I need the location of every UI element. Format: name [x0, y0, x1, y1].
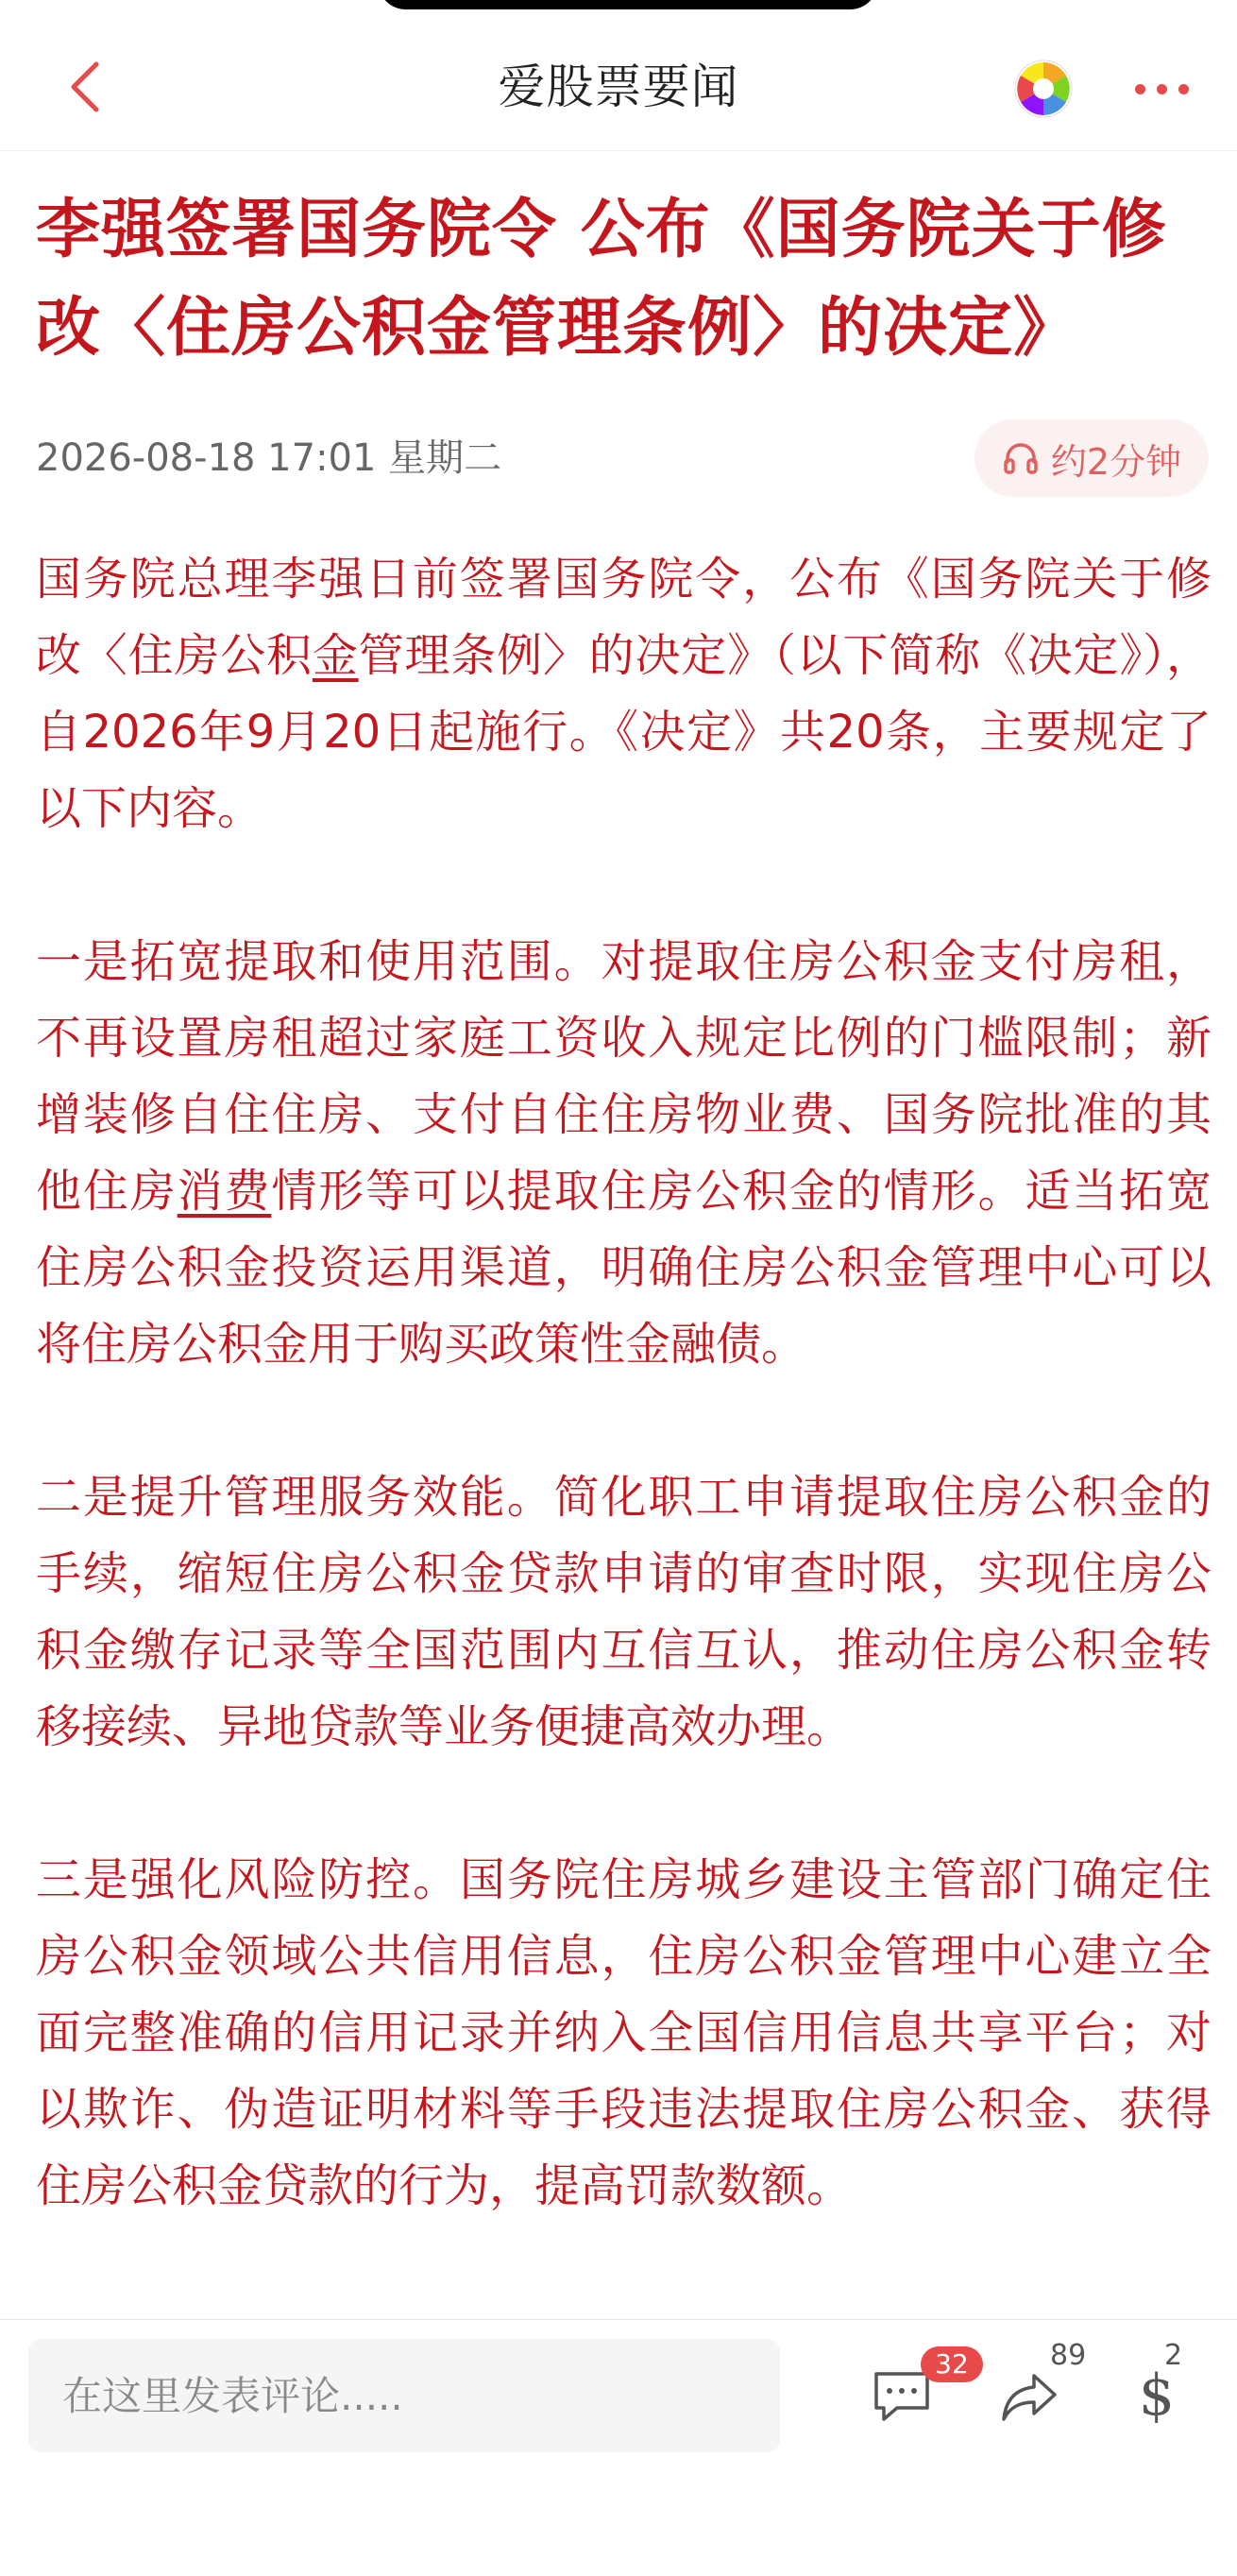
share-count: 89 — [1050, 2339, 1087, 2372]
paragraph: 二是提升管理服务效能。简化职工申请提取住房公积金的手续，缩短住房公积金贷款申请的审查时限，实现住房公积金缴存记录等全国范围内互信互认，推动住房公积金转移接续、异地贷款等业务便捷高效办理。 — [36, 1471, 1212, 1753]
listen-audio-button[interactable] — [974, 419, 1209, 497]
dollar-icon: $ — [1138, 2363, 1176, 2429]
comment-count-badge: 32 — [921, 2346, 983, 2382]
comment-input[interactable] — [28, 2339, 780, 2452]
aperture-app-icon[interactable] — [1013, 59, 1074, 119]
tip-count: 2 — [1164, 2339, 1183, 2372]
share-button[interactable] — [996, 2363, 1062, 2429]
paragraph: 三是强化风险防控。国务院住房城乡建设主管部门确定住房公积金领域公共信用信息，住房公积金管理中心建立全面完整准确的信用记录并纳入全国信用信息共享平台；对以欺诈、伪造证明材料等手段违法提取住房公积金、获得住房公积金贷款的行为，提高罚款数额。 — [36, 1853, 1212, 2212]
more-options-button[interactable] — [1124, 60, 1199, 117]
article-date: 2026-08-18 17:01 星期二 — [36, 436, 502, 480]
more-dot-icon — [1135, 84, 1145, 94]
bottom-action-bar — [0, 2319, 1237, 2576]
stock-link[interactable]: 金 — [312, 629, 359, 682]
article-title: 李强签署国务院令 公布《国务院关于修改〈住房公积金管理条例〉的决定》 — [36, 193, 1167, 366]
page-title: 爱股票要闻 — [498, 60, 739, 114]
more-dot-icon — [1157, 84, 1167, 94]
headphones-icon — [1002, 439, 1040, 477]
paragraph: 国务院总理李强日前签署国务院令，公布《国务院关于修改〈住房公积金管理条例〉的决定》（以下简称《决定》），自2026年9月20日起施行。《决定》共20条，主要规定了以下内容。 — [36, 553, 1212, 835]
paragraph: 一是拓宽提取和使用范围。对提取住房公积金支付房租，不再设置房租超过家庭工资收入规定比例的门槛限制；新增装修自住住房、支付自住住房物业费、国务院批准的其他住房消费情形等可以提取住房公积金的情形。适当拓宽住房公积金投资运用渠道，明确住房公积金管理中心可以将住房公积金用于购买政策性金融债。 — [36, 935, 1212, 1371]
article-body — [36, 541, 1212, 2303]
read-time-label: 约2分钟 — [1050, 440, 1182, 483]
top-nav-bar — [0, 0, 1237, 151]
stock-link[interactable]: 消费 — [177, 1165, 272, 1218]
share-arrow-icon — [996, 2363, 1062, 2429]
more-dot-icon — [1178, 84, 1189, 94]
